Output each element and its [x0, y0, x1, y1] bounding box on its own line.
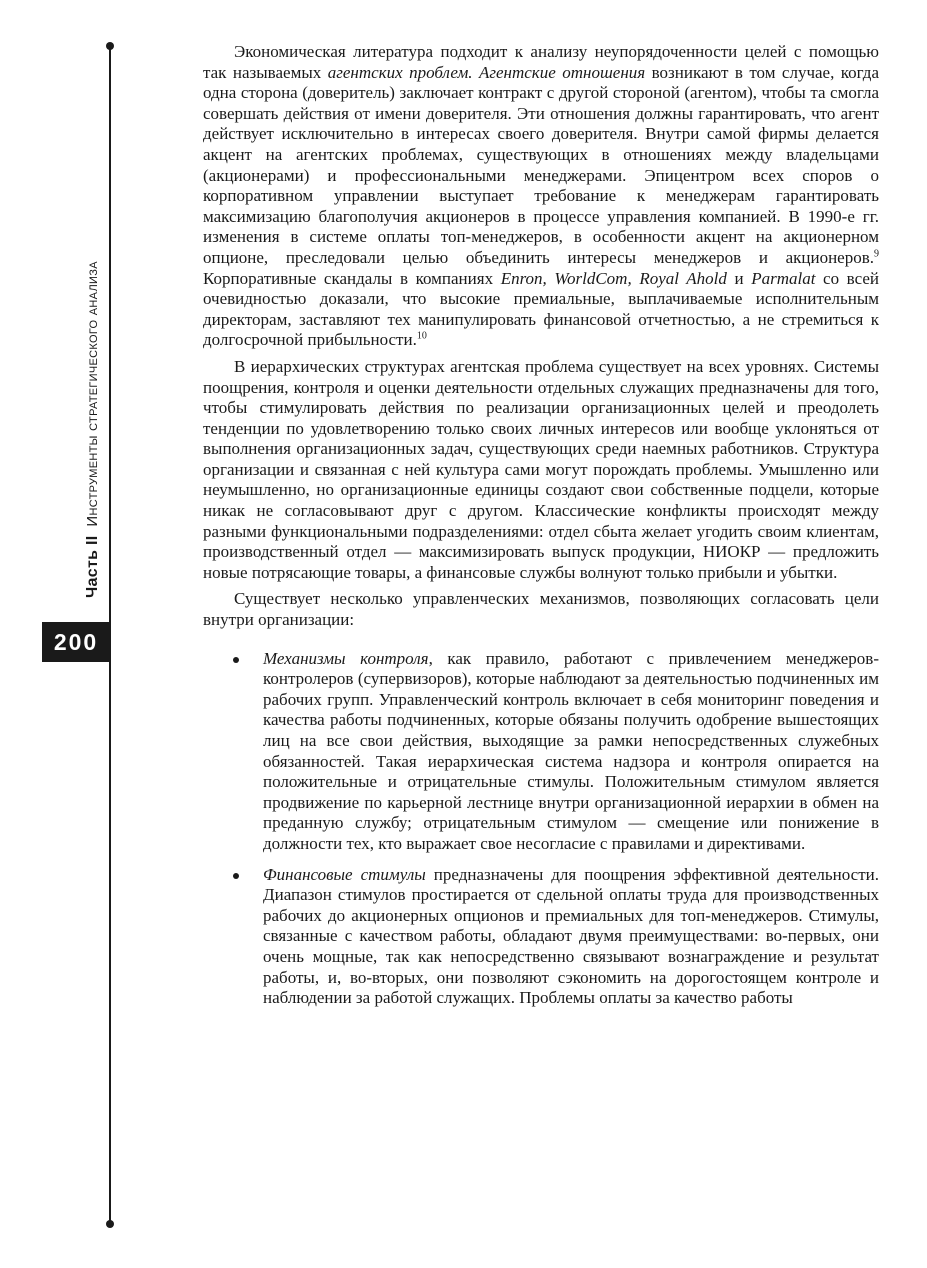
- list-item-term: Финансовые стимулы: [263, 864, 426, 884]
- bullet-icon: [233, 873, 239, 879]
- running-head: [84, 261, 102, 598]
- list-item-term: Механизмы контроля: [263, 648, 429, 668]
- paragraph-2: В иерархических структурах агентская проблема существует на всех уровнях. Системы поощрения, контроля и оценки деятельности отдельных служащих предназначены для того, чтобы стимулировать действия по реализации организационных целей и преодолеть тенденции по удовлетворению только своих личных интересов или вообще уклоняться от выполнения организационных задач, существующих среди наемных работников. Структура организации и связанная с ней культура сами могут порождать проблемы. Умышленно или неумышленно, но организационные единицы создают свои собственные подцели, которые никак не согласовывают друг с другом. Классические конфликты происходят между разными функциональными подразделениями: отдел сбыта желает угодить своим клиентам, производственный отдел — максимизировать выпуск продукции, НИОКР — предложить новые потрясающие товары, а финансовые службы волнуют только прибыли и убытки.: [203, 356, 879, 582]
- part-label: Часть II: [84, 535, 101, 598]
- list-item-text: , как правило, работают с привлечением менеджеров-контролеров (супервизоров), которые наблюдают за деятельностью подчиненных им рабочих групп. Управленческий контроль включает в себя мониторинг поведения и качества работы подчиненных, которые обязаны получить одобрение вышестоящих лиц на все свои действия, выходящие за рамки непосредственных служебных обязанностей. Такая иерархическая система надзора и контроля опирается на положительные и отрицательные стимулы. Положительным стимулом является продвижение по карьерной лестнице внутри организационной иерархии в обмен на преданную службу; отрицательным стимулом — смещение или понижение в должности тех, кто выражает свое несогласие с правилами и директивами.: [263, 648, 879, 853]
- paragraph-1: Экономическая литература подходит к анализу неупорядоченности целей с помощью так называемых агентских проблем. Агентские отношения возникают в том случае, когда одна сторона (доверитель) заключает контракт с другой стороной (агентом), чтобы та смогла совершать действия от имени доверителя. Эти отношения должны гарантировать, что агент действует исключительно в интересах своего доверителя. Внутри самой фирмы делается акцент на агентских проблемах, существующих в отношениях между владельцами (акционерами) и профессиональными менеджерами. Эпицентром всех споров о корпоративном управлении выступает требование к менеджерам гарантировать максимизацию благополучия акционеров в процессе управления компанией. В 1990-е гг. изменения в системе оплаты топ-менеджеров, в особенности акцент на акционерном опционе, преследовали целью объединить интересы менеджеров и акционеров.$^9$ Корпоративные скандалы в компаниях Enron, WorldCom, Royal Ahold и Parmalat со всей очевидностью доказали, что высокие премиальные, выплачиваемые исполнительным директорам, заставляют тех манипулировать финансовой отчетностью, а не стремиться к долгосрочной прибыльности.$^{10}$: [203, 42, 880, 350]
- page-body: [203, 42, 879, 1019]
- margin-rule-top-dot: [106, 42, 114, 50]
- part-title: Инструменты стратегического анализа: [84, 261, 101, 527]
- footnote-ref-10: 10: [416, 330, 427, 342]
- emphasis-companies: Enron, WorldCom, Royal Ahold: [500, 268, 727, 288]
- mechanisms-list: [203, 649, 879, 1009]
- emphasis-parmalat: Parmalat: [751, 268, 816, 288]
- list-item-text: предназначены для поощрения эффективной деятельности. Диапазон стимулов простирается от сдельной оплаты труда для производственных рабочих до акционерных опционов и премиальных для топ-менеджеров. Стимулы, связанные с качеством работы, обладают двумя преимуществами: во-первых, они очень мощные, так как непосредственно связывают вознаграждение и результат работы, и, во-вторых, они позволяют сэкономить на дорогостоящем контроле и наблюдении за работой служащих. Проблемы оплаты за качество работы: [263, 864, 879, 1008]
- list-item-incentives: [263, 865, 879, 1009]
- page-number: 200: [42, 622, 110, 662]
- paragraph-3: Существует несколько управленческих механизмов, позволяющих согласовать цели внутри организации:: [203, 589, 879, 630]
- emphasis-agency: агентских проблем. Агентские отношения: [327, 62, 646, 82]
- margin-rule-bottom-dot: [106, 1220, 114, 1228]
- bullet-icon: [233, 657, 239, 663]
- footnote-ref-9: 9: [874, 248, 879, 260]
- list-item-control: [263, 649, 879, 855]
